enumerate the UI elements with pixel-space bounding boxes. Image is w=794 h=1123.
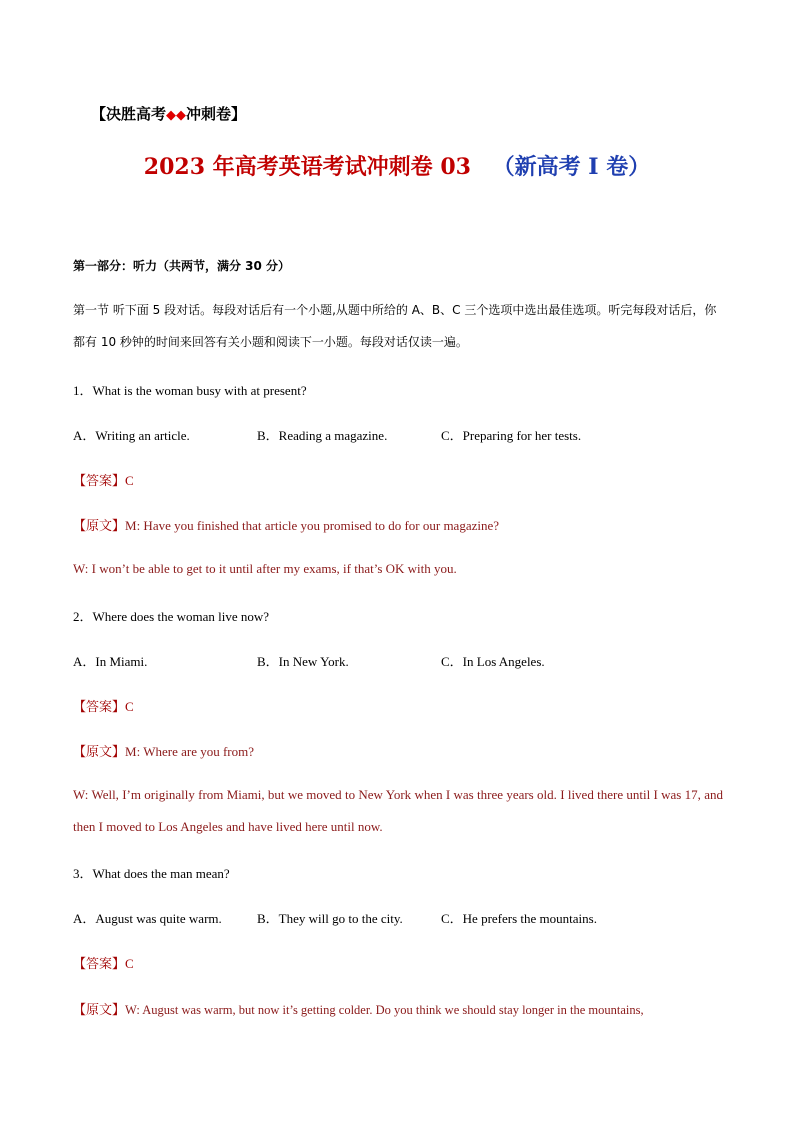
option-c: C．Preparing for her tests. <box>441 428 582 443</box>
question-3-stem: 3．What does the man mean? <box>73 866 230 881</box>
question-3-answer <box>73 953 134 972</box>
answer-label: 【答案】 <box>73 700 126 715</box>
question-1-options <box>73 425 581 444</box>
option-c: C．He prefers the mountains. <box>441 911 597 926</box>
option-b: B．In New York. <box>257 654 349 669</box>
title-main: 2023 年高考英语考试冲刺卷 03 <box>143 154 471 180</box>
question-3-transcript-1 <box>73 999 644 1018</box>
answer-value: C <box>125 473 134 488</box>
answer-label: 【答案】 <box>73 957 126 972</box>
transcript-text: M: Where are you from? <box>125 744 254 759</box>
question-2-options <box>73 651 545 670</box>
question-1-transcript-2: W: I won’t be able to get to it until after my exams, if that’s OK with you. <box>73 561 457 576</box>
header-tag-left: 【决胜高考 <box>91 105 167 123</box>
transcript-label: 【原文】 <box>73 1003 126 1018</box>
answer-value: C <box>125 956 134 971</box>
question-1-answer <box>73 470 134 489</box>
question-2-answer <box>73 696 134 715</box>
question-1-transcript-1 <box>73 515 499 534</box>
question-2-stem: 2．Where does the woman live now? <box>73 609 270 624</box>
question-2-transcript-2: W: Well, I’m originally from Miami, but we moved to New York when I was three years old. I lived there until I was 17, and then I moved to Los Angeles and have lived here until now. <box>73 787 723 834</box>
page-title <box>0 150 794 181</box>
option-a: A．Writing an article. <box>73 428 190 443</box>
transcript-text: M: Have you finished that article you promised to do for our magazine? <box>125 518 500 533</box>
header-tag <box>91 103 246 124</box>
question-2-transcript-1 <box>73 741 254 760</box>
diamond-icon: ◆◆ <box>166 108 187 123</box>
option-b: B．Reading a magazine. <box>257 428 388 443</box>
option-a: A．August was quite warm. <box>73 911 222 926</box>
part-heading: 第一部分：听力（共两节，满分 30 分） <box>73 259 291 273</box>
option-c: C．In Los Angeles. <box>441 654 545 669</box>
transcript-text: W: August was warm, but now it’s getting colder. Do you think we should stay longer in the mountains, <box>125 1003 644 1017</box>
option-b: B．They will go to the city. <box>257 911 403 926</box>
answer-label: 【答案】 <box>73 474 126 489</box>
title-sub: （新高考 I 卷） <box>492 154 651 180</box>
answer-value: C <box>125 699 134 714</box>
option-a: A．In Miami. <box>73 654 148 669</box>
header-tag-right: 冲刺卷】 <box>186 105 247 123</box>
transcript-label: 【原文】 <box>73 519 126 534</box>
section-instructions: 第一节 听下面 5 段对话。每段对话后有一个小题,从题中所给的 A、B、C 三个选项中选出最佳选项。听完每段对话后，你都有 10 秒钟的时间来回答有关小题和阅读下一小题。每段对话仅读一遍。 <box>73 303 717 349</box>
transcript-label: 【原文】 <box>73 745 126 760</box>
question-3-options <box>73 908 597 927</box>
question-1-stem: 1．What is the woman busy with at present? <box>73 383 307 398</box>
